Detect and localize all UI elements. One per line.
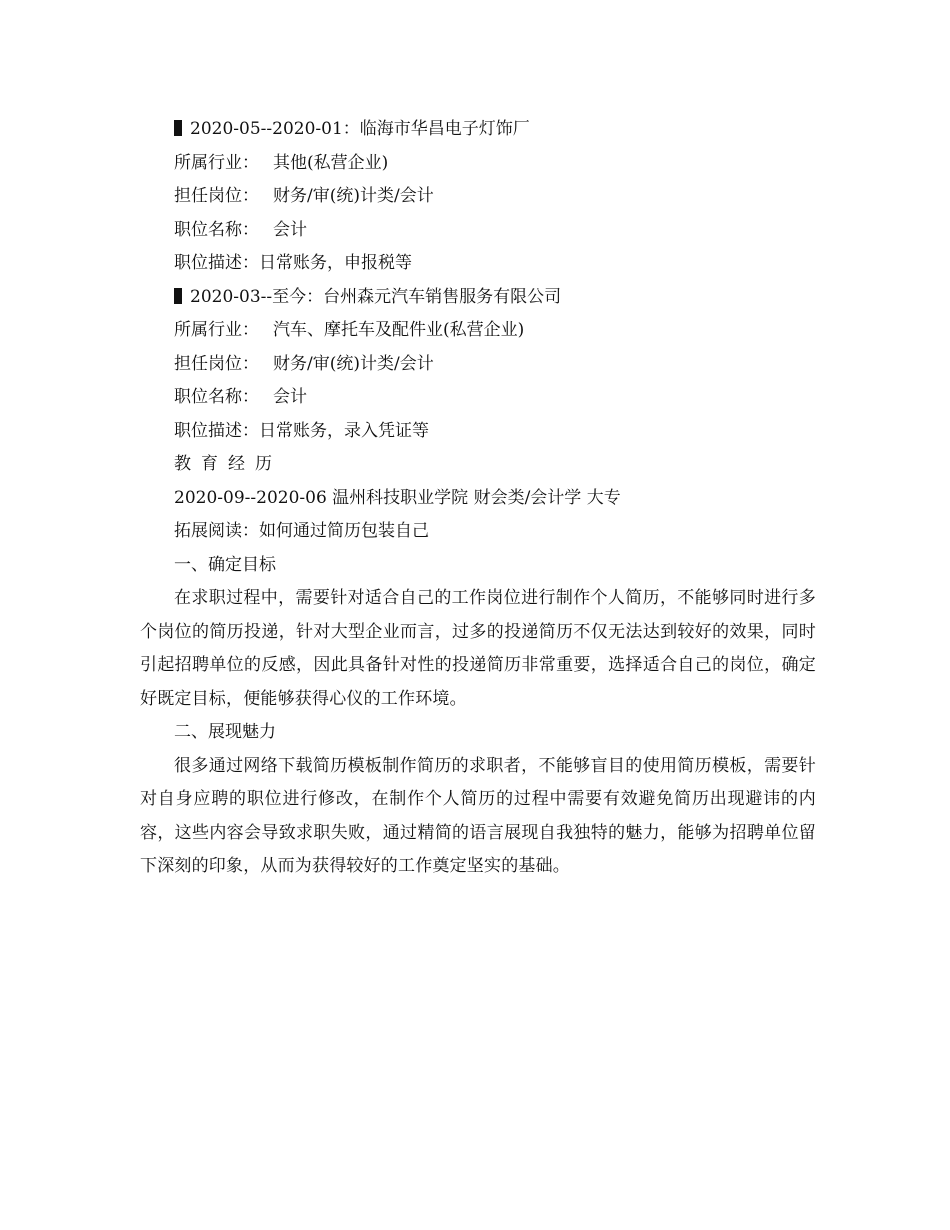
job-title-row — [140, 214, 816, 248]
industry-label: 所属行业： — [174, 320, 259, 340]
education-entry: 2020-09--2020-06 温州科技职业学院 财会类/会计学 大专 — [174, 487, 621, 508]
industry-label: 所属行业： — [174, 152, 259, 173]
job-title-value: 会计 — [273, 387, 307, 407]
work-entry-header-text: 2020-05--2020-01：临海市华昌电子灯饰厂 — [190, 119, 530, 139]
job-title-row — [140, 381, 816, 415]
square-bullet-icon — [174, 288, 182, 304]
job-description: 职位描述：日常账务，申报税等 — [174, 253, 412, 273]
industry-row — [140, 147, 816, 181]
resume-content — [140, 113, 816, 884]
reading-title: 拓展阅读：如何通过简历包装自己 — [174, 521, 429, 541]
position-label: 担任岗位： — [174, 353, 259, 374]
square-bullet-icon — [174, 120, 182, 136]
work-entry-header-text: 2020-03--至今：台州森元汽车销售服务有限公司 — [190, 286, 562, 307]
industry-value: 汽车、摩托车及配件业(私营企业) — [273, 320, 525, 340]
industry-row — [140, 314, 816, 348]
position-value: 财务/审(统)计类/会计 — [273, 353, 434, 374]
position-label: 担任岗位： — [174, 186, 259, 206]
section-title-charm: 二、展现魅力 — [174, 722, 276, 742]
section-paragraph-goal: 在求职过程中，需要针对适合自己的工作岗位进行制作个人简历，不能够同时进行多个岗位的简历投递，针对大型企业而言，过多的投递简历不仅无法达到较好的效果，同时引起招聘单位的反感，因此具备针对性的投递简历非常重要，选择适合自己的岗位，确定好既定目标，便能够获得心仪的工作环境。 — [140, 588, 816, 709]
industry-value: 其他(私营企业) — [273, 152, 389, 173]
position-value: 财务/审(统)计类/会计 — [273, 186, 434, 206]
work-entry-header — [140, 113, 816, 147]
position-row — [140, 180, 816, 214]
education-heading: 教育经历 — [174, 454, 282, 474]
job-title-label: 职位名称： — [174, 387, 259, 407]
work-entry-header — [140, 281, 816, 315]
section-title-goal: 一、确定目标 — [174, 554, 276, 575]
job-title-label: 职位名称： — [174, 219, 259, 240]
job-title-value: 会计 — [273, 219, 307, 240]
position-row — [140, 348, 816, 382]
section-paragraph-charm: 很多通过网络下载简历模板制作简历的求职者，不能够盲目的使用简历模板，需要针对自身应聘的职位进行修改，在制作个人简历的过程中需要有效避免简历出现避讳的内容，这些内容会导致求职失败，通过精简的语言展现自我独特的魅力，能够为招聘单位留下深刻的印象，从而为获得较好的工作奠定坚实的基础。 — [140, 755, 816, 876]
job-description: 职位描述：日常账务，录入凭证等 — [174, 420, 429, 441]
